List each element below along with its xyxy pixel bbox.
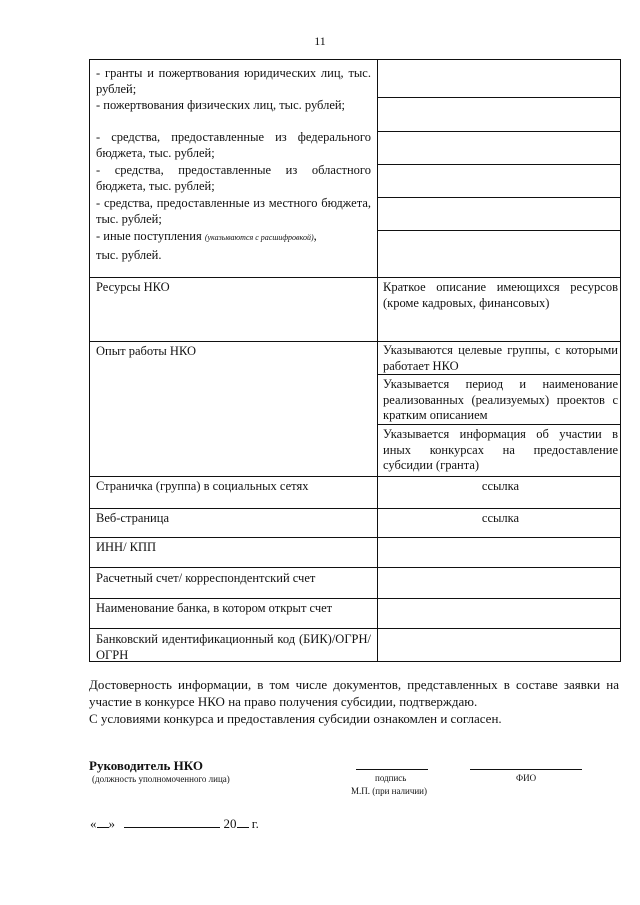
row-divider: [377, 424, 621, 425]
fio-line: [470, 769, 582, 770]
date-year-blank: [237, 827, 249, 828]
agreement-text: С условиями конкурса и предоставления субсидии ознакомлен и согласен.: [89, 711, 502, 726]
signature-line: [356, 769, 428, 770]
signature-label: подпись: [375, 773, 407, 783]
row-divider: [377, 97, 621, 98]
funding-item-local-budget: - средства, предоставленные из местного бюджета, тыс. рублей;: [96, 196, 371, 226]
stamp-label: М.П. (при наличии): [351, 786, 427, 796]
inn-kpp-label: ИНН/ КПП: [96, 540, 157, 554]
row-divider: [90, 476, 620, 477]
date-field: [90, 816, 259, 832]
application-form-table: [89, 59, 621, 662]
funding-item-regional-budget: - средства, предоставленные из областного бюджета, тыс. рублей;: [96, 163, 371, 193]
confirmation-text: Достоверность информации, в том числе документов, представленных в составе заявки на участие в конкурсе НКО на право получения субсидии, подтверждаю.: [89, 677, 619, 709]
date-year-prefix: 20: [223, 816, 237, 831]
funding-item-individual-donations: - пожертвования физических лиц, тыс. рублей;: [96, 98, 346, 112]
date-month-blank: [124, 827, 220, 828]
social-network-label: Страничка (группа) в социальных сетях: [96, 479, 309, 493]
experience-projects: Указывается период и наименование реализованных (реализуемых) проектов с кратким описанием: [383, 377, 618, 423]
funding-item-federal-budget: - средства, предоставленные из федерального бюджета, тыс. рублей;: [96, 130, 371, 160]
bank-name-label: Наименование банка, в котором открыт счет: [96, 601, 333, 615]
row-divider: [90, 628, 620, 629]
date-close-quote: »: [108, 816, 115, 831]
web-page-link: ссылка: [481, 511, 520, 525]
date-open-quote: «: [90, 816, 97, 831]
date-suffix: г.: [251, 816, 259, 831]
row-divider: [90, 537, 620, 538]
experience-target-groups: Указываются целевые группы, с которыми работает НКО: [383, 343, 618, 373]
funding-other-unit: тыс. рублей.: [96, 248, 162, 262]
bik-ogrn-label: Банковский идентификационный код (БИК)/ОГРН/ОГРН: [96, 632, 371, 662]
row-divider: [377, 230, 621, 231]
row-divider: [377, 197, 621, 198]
head-subtitle: (должность уполномоченного лица): [92, 774, 230, 784]
funding-item-other: [96, 229, 371, 246]
row-divider: [377, 131, 621, 132]
row-divider: [90, 598, 620, 599]
row-divider: [90, 567, 620, 568]
row-divider: [90, 341, 620, 342]
resources-description: Краткое описание имеющихся ресурсов (кроме кадровых, финансовых): [383, 280, 618, 310]
row-divider: [377, 164, 621, 165]
resources-label: Ресурсы НКО: [96, 280, 170, 294]
funding-other-prefix: - иные поступления: [96, 229, 202, 243]
web-page-label: Веб-страница: [96, 511, 169, 525]
row-divider: [90, 508, 620, 509]
account-label: Расчетный счет/ корреспондентский счет: [96, 571, 316, 585]
column-divider: [377, 60, 378, 661]
page-number: 11: [314, 34, 326, 48]
row-divider: [90, 277, 620, 278]
funding-other-note: (указываются с расшифровкой): [204, 233, 314, 242]
funding-item-legal-grants: - гранты и пожертвования юридических лиц, тыс. рублей;: [96, 66, 371, 96]
experience-contests: Указывается информация об участии в иных конкурсах на предоставление субсидии (гранта): [383, 427, 618, 473]
funding-other-suffix: ,: [313, 229, 317, 243]
fio-label: ФИО: [516, 773, 537, 783]
social-network-link: ссылка: [481, 479, 520, 493]
experience-label: Опыт работы НКО: [96, 344, 197, 358]
head-title: Руководитель НКО: [89, 758, 203, 773]
date-day-blank: [97, 827, 109, 828]
